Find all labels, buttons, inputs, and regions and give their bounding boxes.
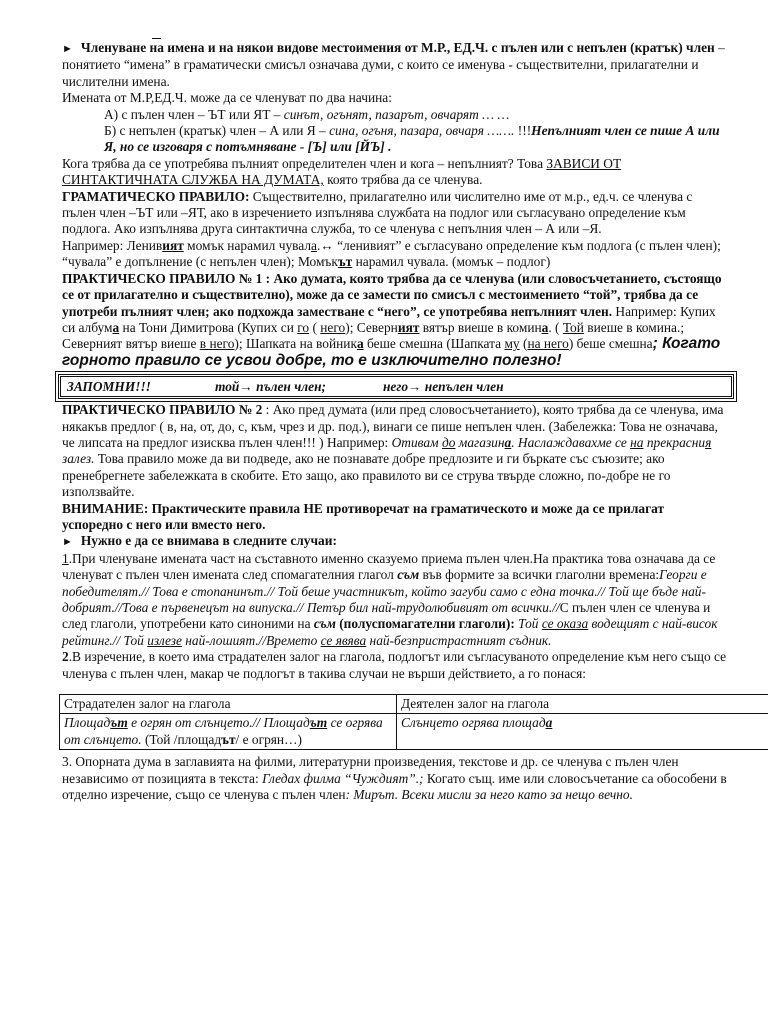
bullet-icon: ► bbox=[62, 43, 73, 55]
table-header-active: Деятелен залог на глагола bbox=[397, 695, 768, 714]
table-cell-active: Слънцето огрява площада bbox=[397, 714, 768, 750]
top-dash bbox=[152, 38, 161, 39]
option-b: Б) с непълен (кратък) член – А или Я – сина, огъня, пазара, овчаря ……. !!!Непълният член се пише А или Я, но се изговаря с потъмняване - [Ъ] или [ЙЪ] . bbox=[104, 123, 720, 155]
practical-rule-2: ПРАКТИЧЕСКО ПРАВИЛО № 2 : Ако пред думата (или пред словосъчетанието), която трябва да се членува, има някакъв предлог ( в, на, от, до, с, към, чрез и др. под.), винаги се пише непълен член. (Забележка: Това не означава, че липсата на предлог изисква пълен член!!! ) Например: Отивам до магазина. Наслаждавахме се на прекрасния залез. Това правило може да ви подведе, ако не познавате добре предлозите и ги бъркате със съюзите; ако пренебрегнете забележката в скобите. Ето защо, ако правилото ви се струва твърде сложно, по-добре не го използвайте. bbox=[62, 402, 724, 500]
remember-label: ЗАПОМНИ!!! bbox=[67, 379, 151, 395]
table-header-passive: Страдателен залог на глагола bbox=[60, 695, 397, 714]
rule1-note: ; Когато горното правило се усвои добре, то е изключително полезно! bbox=[62, 335, 721, 369]
table-cell-passive: Площадът е огрян от слънцето.// Площадът се огрява от слънцето. (Той /площадът/ е огрян…) bbox=[60, 714, 397, 750]
remember-box bbox=[58, 374, 734, 399]
table-row bbox=[60, 695, 768, 714]
voice-table bbox=[59, 694, 768, 750]
intro-line2: Имената от М.Р,ЕД.Ч. може да се членуват по два начина: bbox=[62, 90, 392, 106]
remember-rule-2: него→ непълен член bbox=[383, 379, 504, 395]
remember-rule-1: той→ пълен член; bbox=[215, 379, 326, 395]
case-3: 3. Опорната дума в заглавията на филми, литературни произведения, текстове и др. се членува с пълен член независимо от позицията в текста: Гледах филма “Чуждият”.; Когато същ. име или словосъчетание са обособени в отделно изречение, също се членува с пълен член: Мирът. Всеки мисли за него като за нещо вечно. bbox=[62, 754, 727, 803]
case-2: 2.В изречение, в което има страдателен залог на глагола, подлогът или съгласуваното определение към него също се членува с пълен член, макар че подлогът в такива случаи не върши действието, а го понася: bbox=[62, 649, 727, 681]
intro-paragraph: ► Членуване на имена и на някои видове местоимения от М.Р., ЕД.Ч. с пълен или с непълен (кратък) член – понятието “имена” в граматически смисъл означава думи, с които се именува - съществителни, прилагателни и числителни имена. bbox=[62, 40, 725, 89]
grammar-rule: ГРАМАТИЧЕСКО ПРАВИЛО: Съществително, прилагателно или числително име от м.р., ед.ч. се членува с пълен член –ЪТ или –ЯТ, ако в изречението изпълнява службата на подлог или съгласувано определение към подлога. Ако изпълнява друга синтактична служба, то се членува с непълния член – А или –Я. bbox=[62, 188, 693, 237]
bullet-icon: ► bbox=[62, 536, 73, 549]
cases-heading: ► Нужно е да се внимава в следните случаи: bbox=[62, 533, 337, 549]
practical-rule-1: ПРАКТИЧЕСКО ПРАВИЛО № 1 : Ако думата, която трябва да се членува (или словосъчетанието, състоящо се от прилагателно и съществително), може да се замести по смисъл с местоимението “той”, трябва да се употреби пълният член; ако подхожда заместване с “него”, се употребява непълният член. Например: Купих си албума на Тони Димитрова (Купих си го ( него); Северният вятър виеше в комина. ( Той виеше в комина.; Северният вятър виеше в него); Шапката на войника беше смешна (Шапката му (на него) беше смешна; Когато горното правило се усвои добре, то е изключително полезно! bbox=[62, 270, 722, 369]
intro-heading: Членуване на имена и на някои видове местоимения от М.Р., ЕД.Ч. с пълен или с непълен (кратък) член bbox=[80, 40, 715, 55]
attention-paragraph: ВНИМАНИЕ: Практическите правила НЕ противоречат на граматическото и може да се прилагат успоредно с него или вместо него. bbox=[62, 500, 665, 532]
question-paragraph: Кога трябва да се употребява пълният определителен член и кога – непълният? Това ЗАВИСИ ОТ СИНТАКТИЧНАТА СЛУЖБА НА ДУМАТА, която трябва да се членува. bbox=[62, 155, 622, 188]
option-a: А) с пълен член – ЪТ или ЯТ – синът, огънят, пазарът, овчарят … … bbox=[104, 106, 510, 122]
table-row bbox=[60, 714, 768, 750]
example-paragraph: Например: Ленивият момък нарамил чувала.↔ “ленивият” е съгласувано определение към подлога (с пълен член); “чувала” е допълнение (с непълен член); Момъкът нарамил чувала. (момък – подлог) bbox=[62, 237, 721, 270]
case-1: 1.При членуване имената част на съставното именно сказуемо приема пълен член.На практика това означава да се членуват с пълен член имената след спомагателния глагол съм във формите за всички глаголни времена:Георги е победителят.// Това е стопанинът.// Той беше участникът, който загуби само с една точка.// Той ще бъде най-добрият.//Това е първенецът на випуска.// Петър бил най-трудолюбивият от всички.//С пълен член се членува и след глаголи, употребени като синоними на съм (полуспомагателни глаголи): Той се оказа водещият с най-висок рейтинг.// Той излезе най-лошият.//Времето се явява най-безпристрастният съдник. bbox=[62, 550, 718, 648]
